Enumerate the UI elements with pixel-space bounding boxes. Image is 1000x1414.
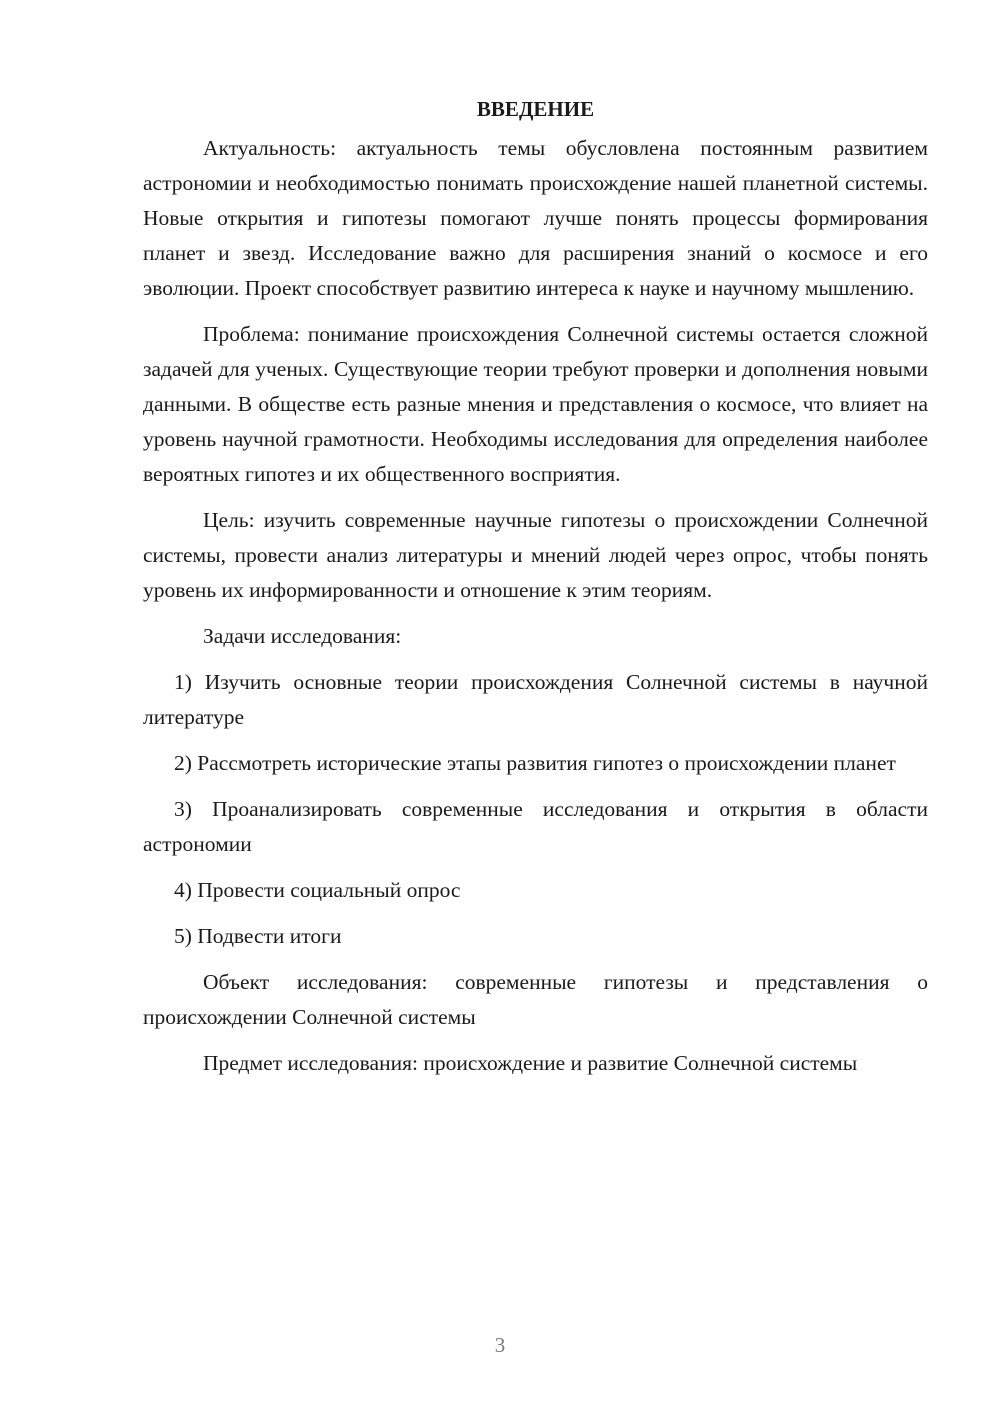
goal-paragraph: Цель: изучить современные научные гипотезы о происхождении Солнечной системы, провести анализ литературы и мнений людей через опрос, чтобы понять уровень их информированности и отношение к этим теориям.: [143, 508, 928, 602]
document-page: [143, 92, 928, 1092]
task-item: 1) Изучить основные теории происхождения Солнечной системы в научной литературе: [143, 670, 928, 729]
task-item: 5) Подвести итоги: [174, 924, 342, 948]
task-item: 2) Рассмотреть исторические этапы развития гипотез о происхождении планет: [174, 751, 896, 775]
task-item: 3) Проанализировать современные исследования и открытия в области астрономии: [143, 797, 928, 856]
page-number: 3: [494, 1333, 506, 1357]
subject-paragraph: Предмет исследования: происхождение и развитие Солнечной системы: [203, 1051, 858, 1075]
object-paragraph: Объект исследования: современные гипотезы и представления о происхождении Солнечной системы: [143, 970, 928, 1029]
relevance-paragraph: Актуальность: актуальность темы обусловлена постоянным развитием астрономии и необходимостью понимать происхождение нашей планетной системы. Новые открытия и гипотезы помогают лучше понять процессы формирования планет и звезд. Исследование важно для расширения знаний о космосе и его эволюции. Проект способствует развитию интереса к науке и научному мышлению.: [143, 136, 928, 300]
section-title: ВВЕДЕНИЕ: [476, 97, 595, 121]
task-item: 4) Провести социальный опрос: [174, 878, 461, 902]
problem-paragraph: Проблема: понимание происхождения Солнечной системы остается сложной задачей для ученых. Существующие теории требуют проверки и дополнения новыми данными. В обществе есть разные мнения и представления о космосе, что влияет на уровень научной грамотности. Необходимы исследования для определения наиболее вероятных гипотез и их общественного восприятия.: [143, 322, 928, 486]
tasks-heading: Задачи исследования:: [203, 624, 402, 648]
